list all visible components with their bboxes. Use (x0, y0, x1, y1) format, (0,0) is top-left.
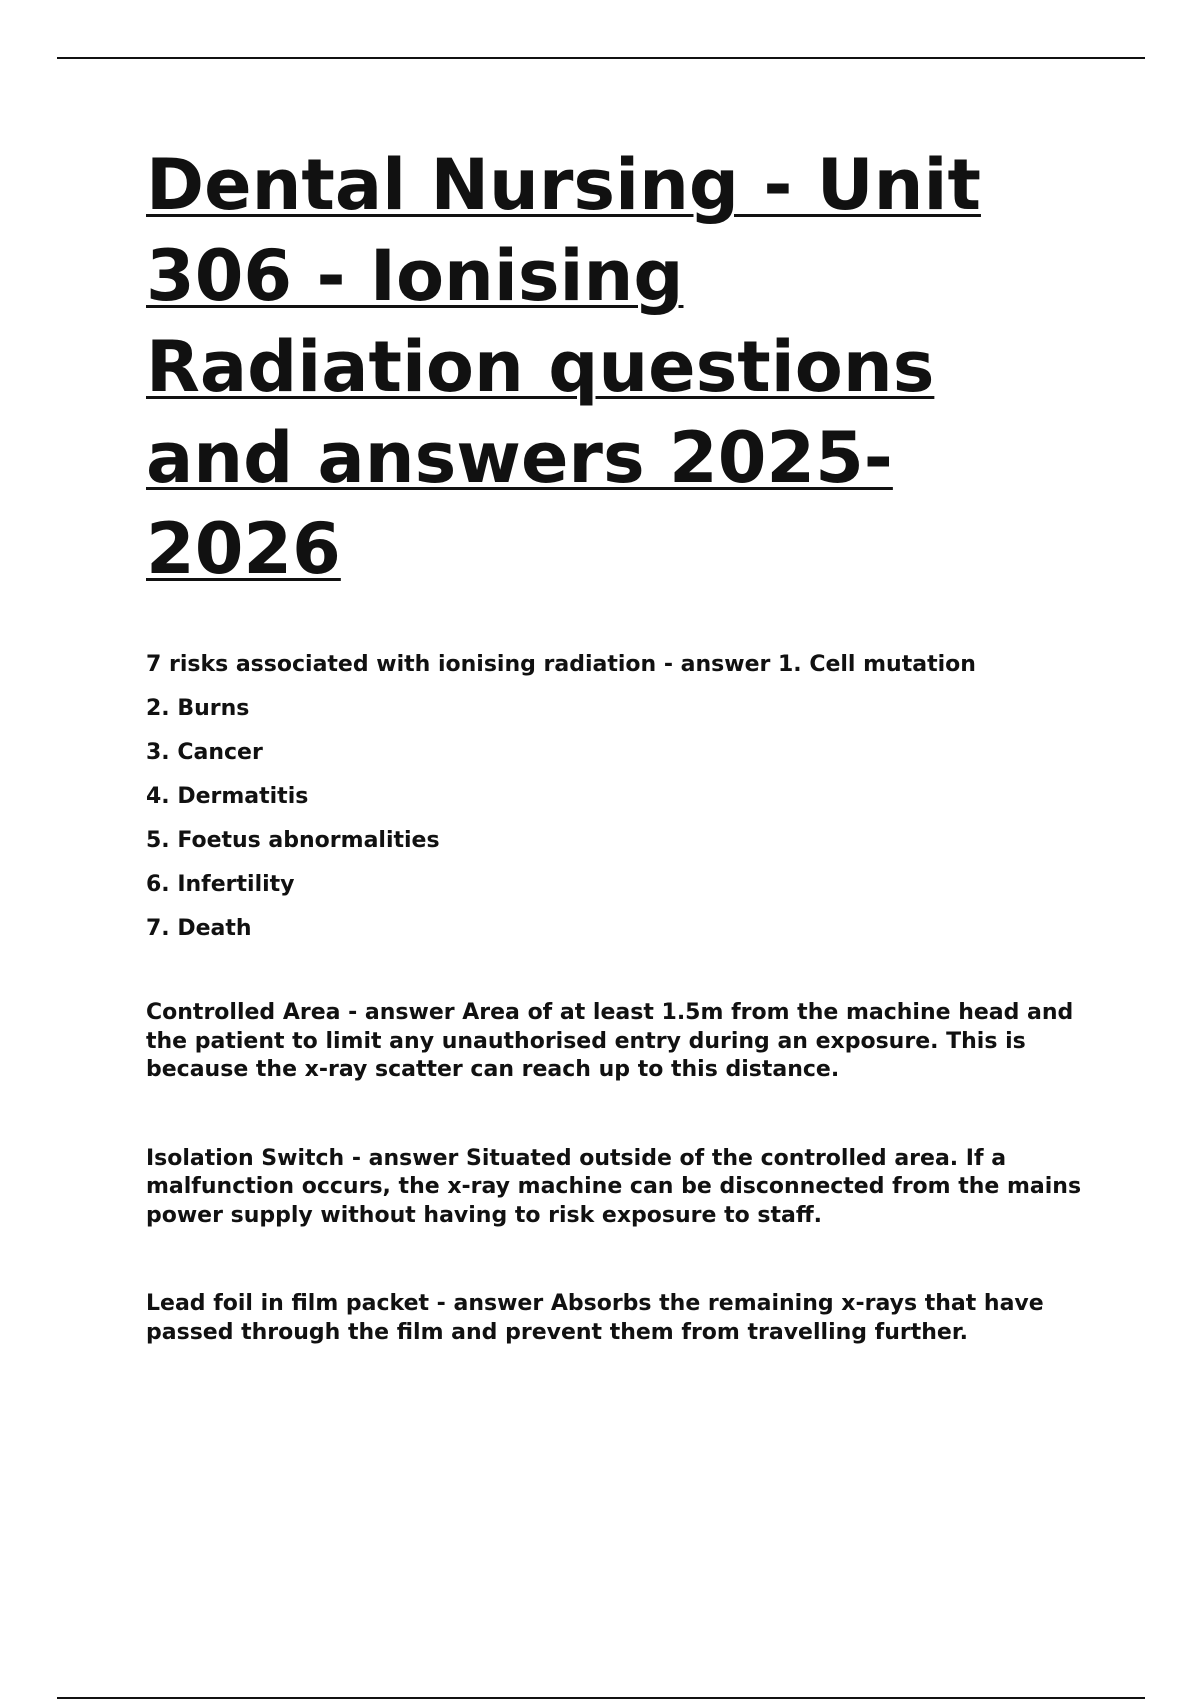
qa-lead-foil: Lead foil in film packet - answer Absorbs the remaining x-rays that have passed through the film and prevent them from travelling further. (146, 1291, 1044, 1345)
risk-item: 2. Burns (146, 696, 250, 721)
qa-isolation-switch: Isolation Switch - answer Situated outside of the controlled area. If a malfunction occurs, the x-ray machine can be disconnected from the mains power supply without having to risk exposure to staff. (146, 1145, 1082, 1228)
risks-question-line: 7 risks associated with ionising radiation - answer 1. Cell mutation (146, 652, 976, 677)
risk-item: 3. Cancer (146, 740, 263, 765)
document-title: Dental Nursing - Unit 306 - Ionising Radiation questions and answers 2025-2026 (146, 144, 981, 590)
document-body (146, 140, 1106, 1347)
risks-section (146, 651, 1106, 943)
risk-item: 6. Infertility (146, 872, 295, 897)
risk-item: 5. Foetus abnormalities (146, 828, 440, 853)
risk-item: 4. Dermatitis (146, 784, 309, 809)
qa-controlled-area: Controlled Area - answer Area of at least 1.5m from the machine head and the patient to limit any unauthorised entry during an exposure. This is because the x-ray scatter can reach up to this distance. (146, 1000, 1074, 1082)
risk-item: 7. Death (146, 916, 252, 941)
bottom-rule (57, 1697, 1145, 1699)
top-rule (57, 57, 1145, 59)
